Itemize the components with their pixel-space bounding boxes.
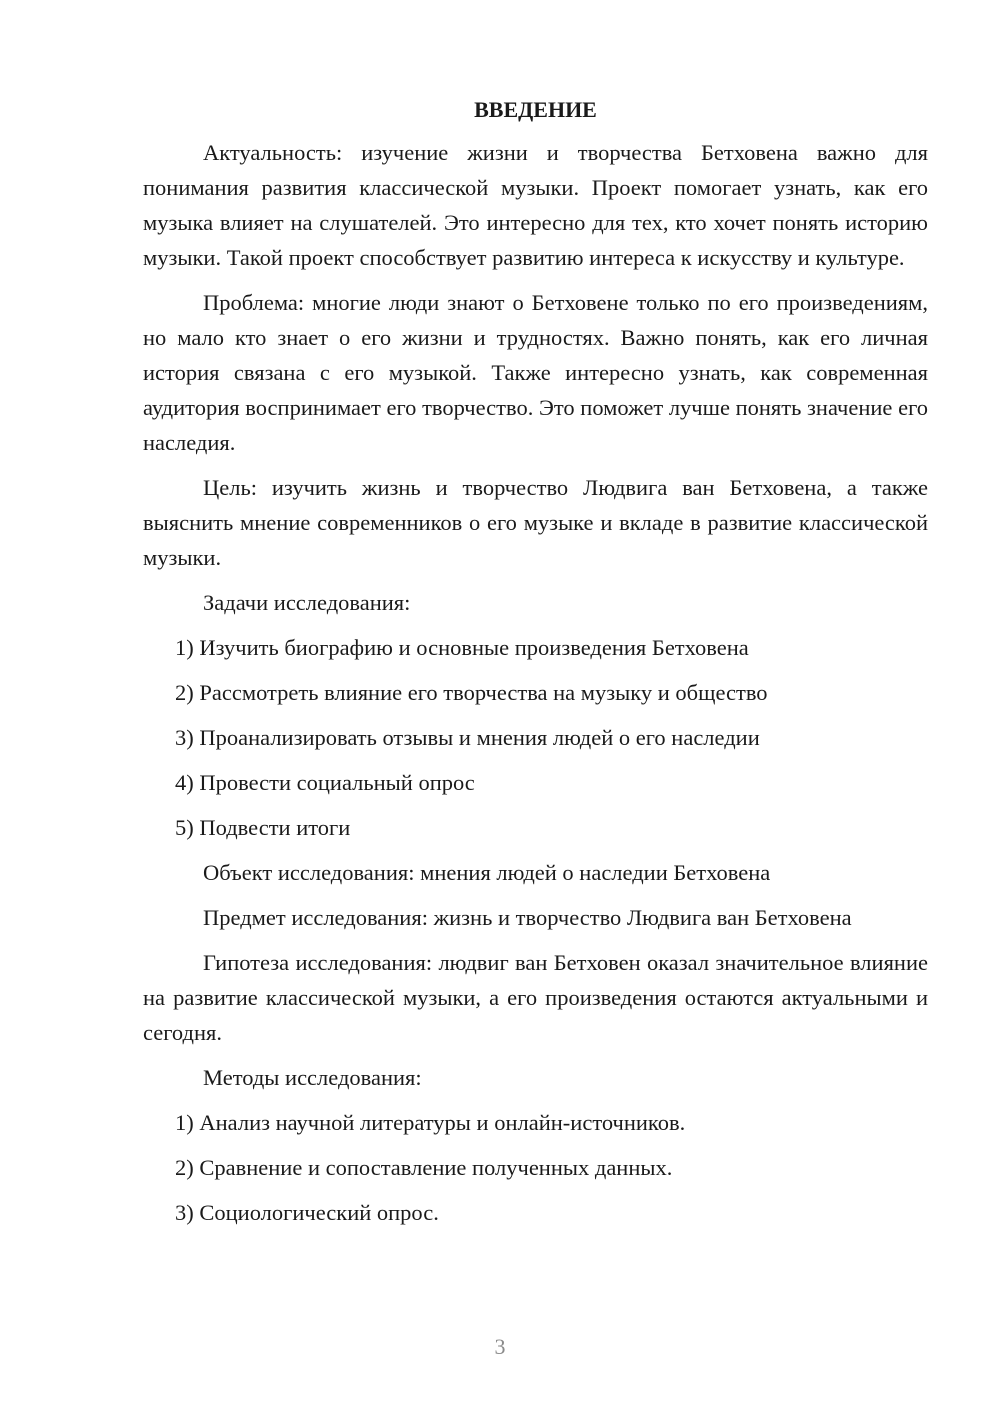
list-item: 3) Социологический опрос. xyxy=(175,1200,439,1225)
list-item: 2) Сравнение и сопоставление полученных данных. xyxy=(175,1155,673,1180)
object-paragraph: Объект исследования: мнения людей о наследии Бетховена xyxy=(203,860,771,885)
list-item: 1) Анализ научной литературы и онлайн-источников. xyxy=(175,1110,686,1135)
problem-paragraph: Проблема: многие люди знают о Бетховене только по его произведениям, но мало кто знает о его жизни и трудностях. Важно понять, как его личная история связана с его музыкой. Также интересно узнать, как современная аудитория воспринимает его творчество. Это поможет лучше понять значение его наследия. xyxy=(143,290,928,455)
tasks-list xyxy=(143,630,928,845)
document-page xyxy=(143,95,928,1240)
methods-list xyxy=(143,1105,928,1230)
list-item: 5) Подвести итоги xyxy=(175,815,351,840)
subject-paragraph: Предмет исследования: жизнь и творчество Людвига ван Бетховена xyxy=(203,905,852,930)
hypothesis-paragraph: Гипотеза исследования: людвиг ван Бетховен оказал значительное влияние на развитие классической музыки, а его произведения остаются актуальными и сегодня. xyxy=(143,950,928,1045)
list-item: 1) Изучить биографию и основные произведения Бетховена xyxy=(175,635,749,660)
goal-paragraph: Цель: изучить жизнь и творчество Людвига ван Бетховена, а также выяснить мнение современников о его музыке и вкладе в развитие классической музыки. xyxy=(143,475,928,570)
list-item: 2) Рассмотреть влияние его творчества на музыку и общество xyxy=(175,680,768,705)
relevance-paragraph: Актуальность: изучение жизни и творчества Бетховена важно для понимания развития классической музыки. Проект помогает узнать, как его музыка влияет на слушателей. Это интересно для тех, кто хочет понять историю музыки. Такой проект способствует развитию интереса к искусству и культуре. xyxy=(143,140,928,270)
methods-heading: Методы исследования: xyxy=(203,1065,422,1090)
list-item: 3) Проанализировать отзывы и мнения людей о его наследии xyxy=(175,725,760,750)
section-title: ВВЕДЕНИЕ xyxy=(474,97,597,122)
list-item: 4) Провести социальный опрос xyxy=(175,770,475,795)
page-number: 3 xyxy=(494,1334,506,1359)
tasks-heading: Задачи исследования: xyxy=(203,590,411,615)
